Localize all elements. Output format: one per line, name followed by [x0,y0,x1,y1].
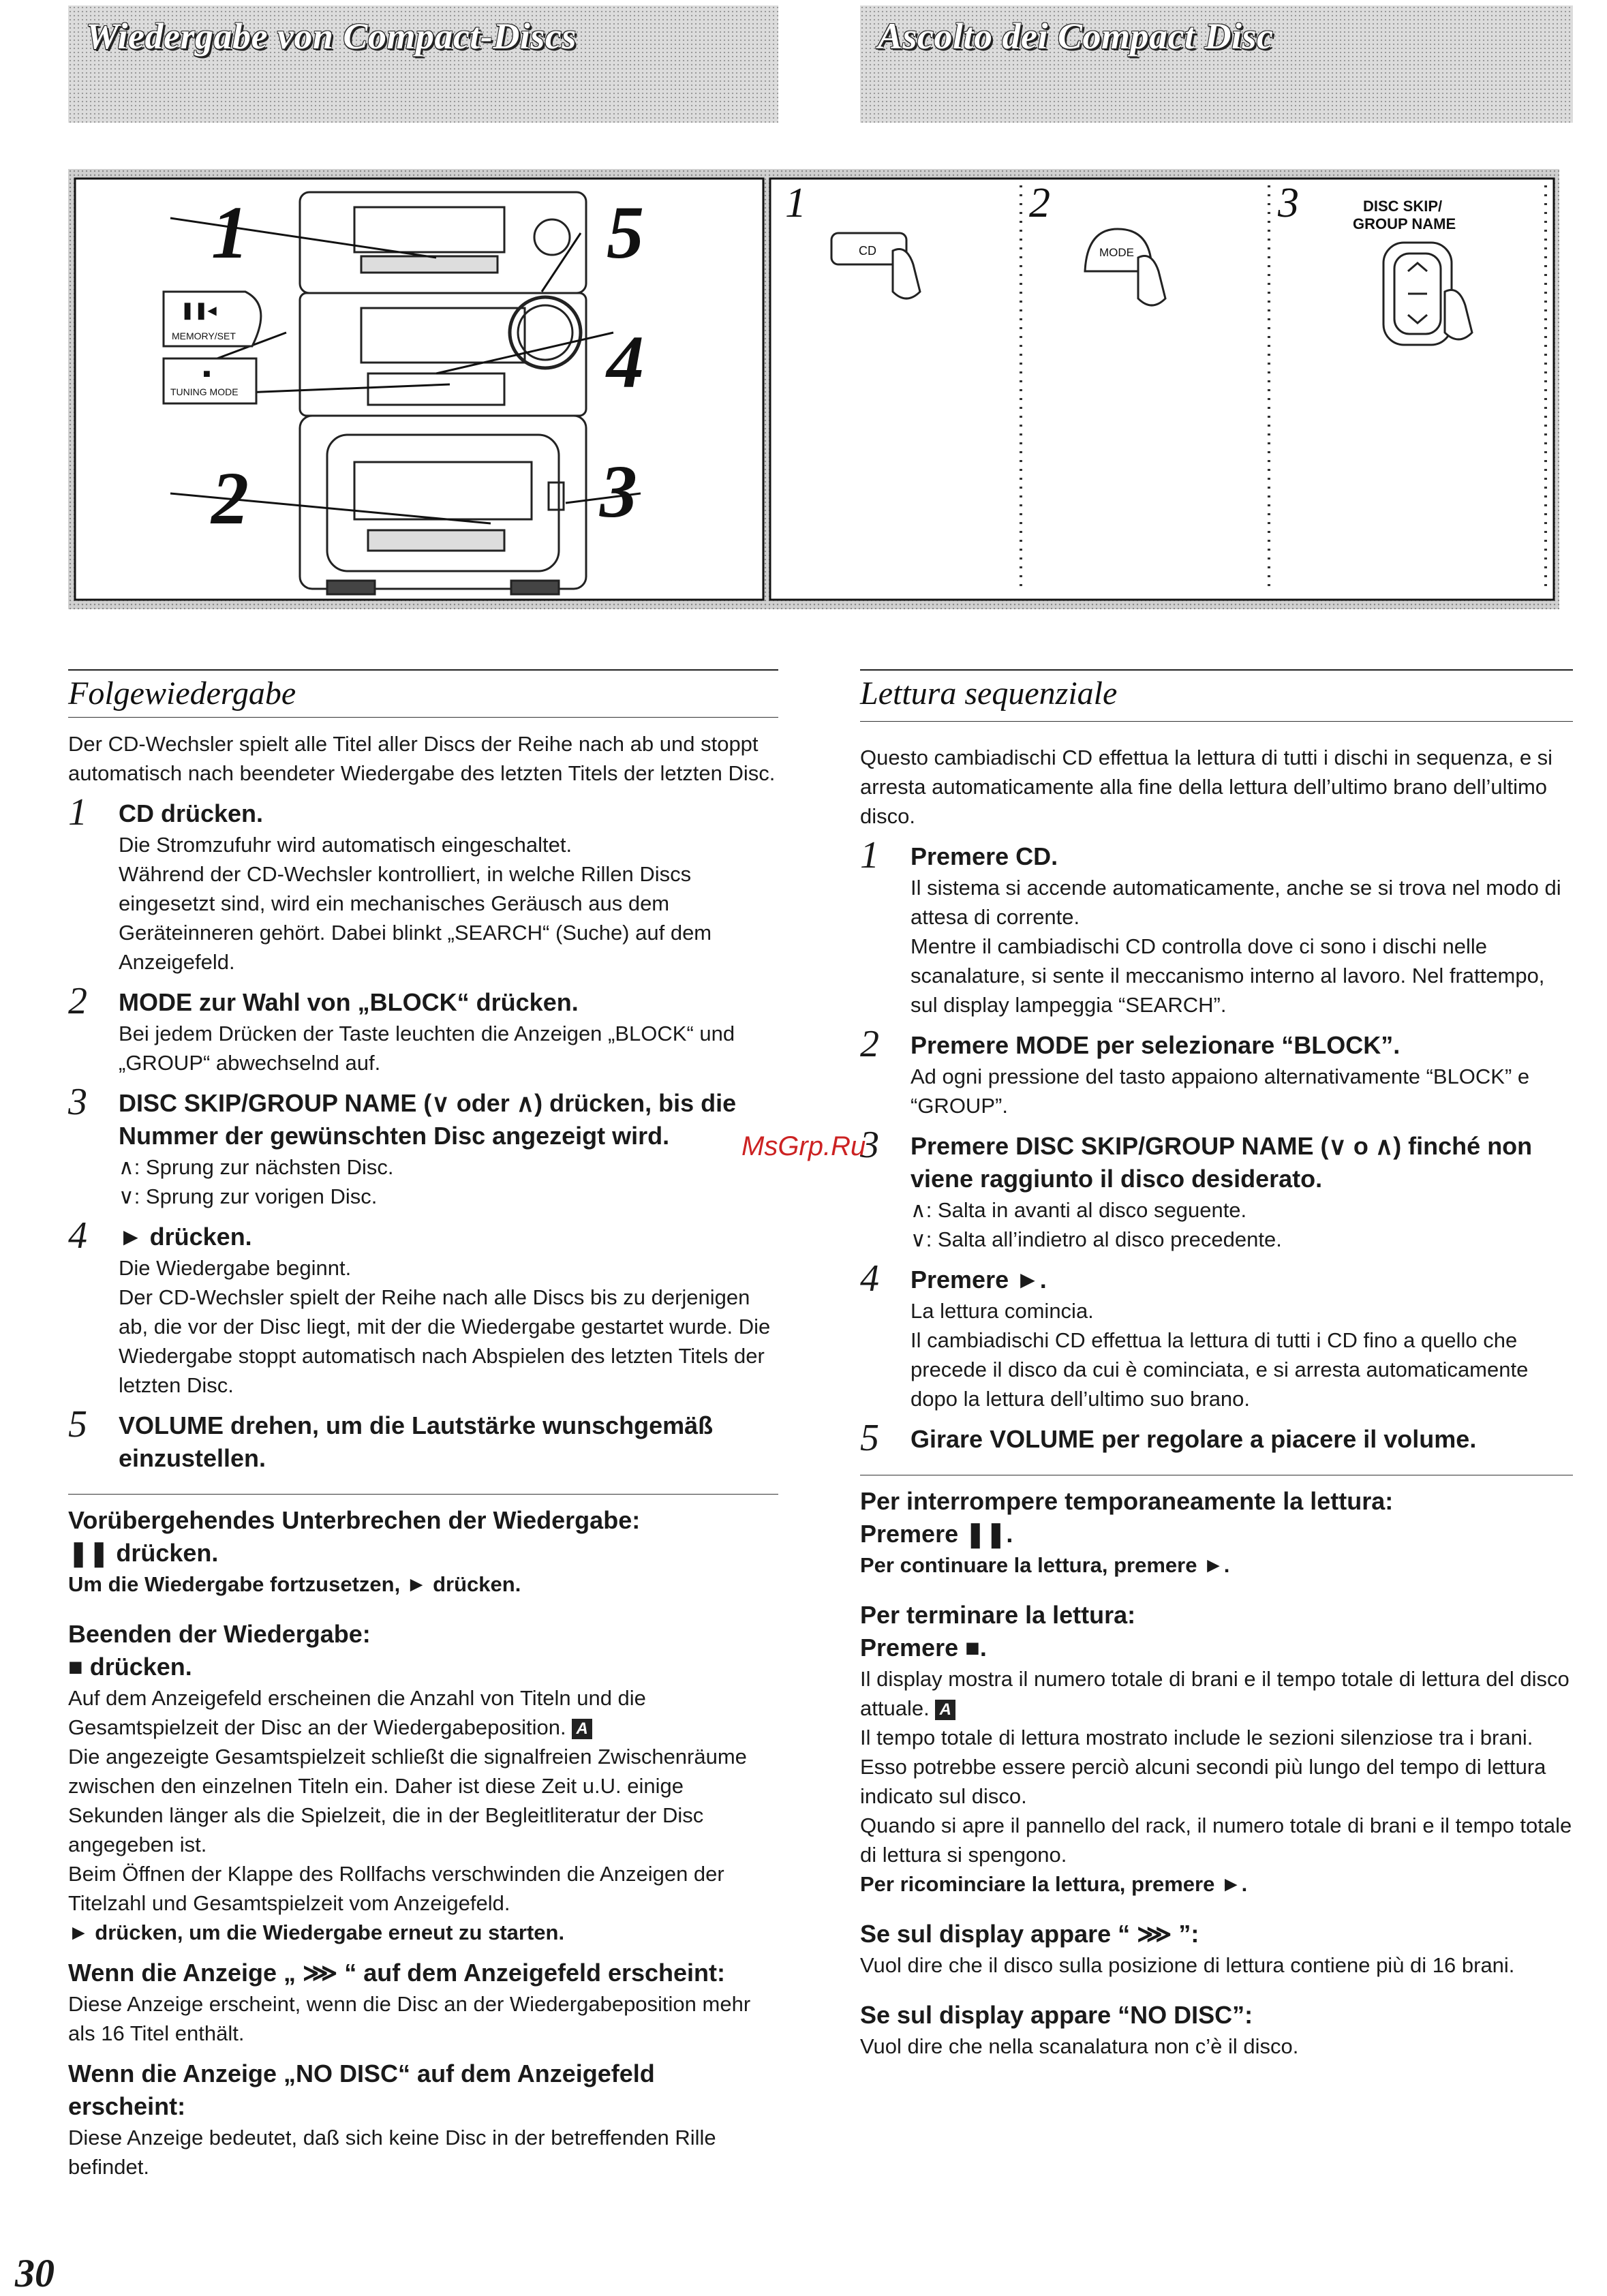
step-body: ∨: Salta all’indietro al disco precedente. [910,1227,1282,1251]
callout-5: 5 [607,191,644,274]
over16-body-it: Vuol dire che il disco sulla posizione di lettura contiene più di 16 brani. [860,1953,1515,1977]
step-body: Il cambiadischi CD effettua la lettura di tutti i CD fino a quello che precede il disco da cui è cominciata, e si arresta automaticamente dopo la lettura dell’ultimo suo brano. [910,1328,1529,1411]
step-head: DISC SKIP/GROUP NAME (∨ oder ∧) drücken, bis die Nummer der gewünschten Disc angezeigt wird. [119,1089,737,1150]
step-number: 3 [68,1081,87,1123]
callout-3: 3 [600,450,637,533]
step-it-4 [860,1257,1573,1413]
step-body: Il sistema si accende automaticamente, anche se si trova nel modo di attesa di corrente. [910,876,1561,929]
mode-button-label: MODE [1099,246,1134,259]
step-de-3 [68,1081,778,1211]
step-head: VOLUME drehen, um die Lautstärke wunschgemäß einzustellen. [119,1411,714,1472]
cd-button-label: CD [859,244,876,258]
panel1-number: 1 [785,180,806,226]
divider [68,669,778,671]
divider [68,1494,778,1495]
step-it-3 [860,1124,1573,1254]
pause-resume-de: Um die Wiedergabe fortzusetzen, ► drücken. [68,1572,521,1596]
header-banner-de [68,5,778,123]
nodisc-title-it: Se sul display appare “NO DISC”: [860,2001,1253,2029]
callout-4: 4 [607,320,644,403]
stop-p3-de: Beim Öffnen der Klappe des Rollfachs verschwinden die Anzeigen der Titelzahl und Gesamtspielzeit vom Anzeigefeld. [68,1862,724,1915]
step-head: Premere DISC SKIP/GROUP NAME (∨ o ∧) finché non viene raggiunto il disco desiderato. [910,1132,1533,1193]
step-it-2 [860,1023,1573,1120]
step-body: ∧: Sprung zur nächsten Disc. [119,1155,394,1179]
intro-it: Questo cambiadischi CD effettua la lettura di tutti i dischi in sequenza, e si arresta automaticamente alla fine della lettura dell’ultimo brano dell’ultimo disco. [860,746,1553,828]
step-number: 2 [860,1023,879,1065]
stop-p2-it: Il tempo totale di lettura mostrato include le sezioni silenziose tra i brani. Esso potrebbe essere perciò alcuni secondi più lungo del tempo di lettura indicato sul disco. [860,1726,1546,1808]
panel2-number: 2 [1029,180,1050,226]
stop-p1-de: Auf dem Anzeigefeld erscheinen die Anzahl von Titeln und die Gesamtspielzeit der Disc an der Wiedergabeposition. [68,1686,646,1739]
step-body: Mentre il cambiadischi CD controlla dove ci sono i dischi nelle scanalature, si sente il meccanismo interno al lavoro. Nel frattempo, sul display lampeggia “SEARCH”. [910,934,1545,1017]
section-title-de: Folgewiedergabe [68,675,296,711]
step-body: Die Wiedergabe beginnt. [119,1256,352,1280]
step-body: Der CD-Wechsler spielt der Reihe nach alle Discs bis zu derjenigen ab, die vor der Disc liegt, mit der die Wiedergabe gestartet wurde. Die Wiedergabe stoppt automatisch nach Abspielen des letzten Titels der letzten Disc. [119,1285,771,1397]
step-number: 5 [68,1403,87,1445]
page-title-it: Ascolto dei Compact Disc [878,16,1274,57]
step-head: CD drücken. [119,799,264,827]
over16-title-it: Se sul display appare “ ⋙ ”: [860,1920,1199,1948]
step-head: Premere ►. [910,1266,1047,1294]
callout-1: 1 [211,191,249,274]
step-number: 5 [860,1417,879,1459]
page-number: 30 [15,2251,55,2295]
step-head: Premere CD. [910,842,1058,870]
pause-title-de: Vorübergehendes Unterbrechen der Wiedergabe: [68,1506,641,1534]
step-number: 4 [860,1257,879,1300]
step-number: 1 [860,834,879,876]
step-body: ∧: Salta in avanti al disco seguente. [910,1198,1247,1222]
watermark: MsGrp.Ru [741,1131,866,1161]
stop-p1-it: Il display mostra il numero totale di brani e il tempo totale di lettura del disco attuale. [860,1667,1570,1720]
stop-title-de: Beenden der Wiedergabe: [68,1620,371,1648]
nodisc-title-de: Wenn die Anzeige „NO DISC“ auf dem Anzeigefeld erscheint: [68,2060,655,2120]
stop-p2-de: Die angezeigte Gesamtspielzeit schließt die signalfreien Zwischenräume zwischen den einzelnen Titeln ein. Daher ist diese Zeit u.U. einige Sekunden länger als die Spielzeit, die in der Begleitliteratur der Disc angegeben ist. [68,1745,747,1856]
pause-resume-it: Per continuare la lettura, premere ►. [860,1553,1230,1577]
divider [860,721,1573,722]
step-head: ► drücken. [119,1223,252,1251]
panel3-number: 3 [1278,180,1299,226]
column-it [860,743,1573,2061]
over16-body-de: Diese Anzeige erscheint, wenn die Disc an der Wiedergabeposition mehr als 16 Titel enthält. [68,1992,751,2045]
svg-text:❚❚◂: ❚❚◂ [181,301,217,320]
stop-p3-it: Quando si apre il pannello del rack, il numero totale di brani e il tempo totale di lettura si spengono. [860,1813,1572,1867]
pause-action-de: ❚❚ drücken. [68,1539,219,1567]
step-de-2 [68,980,778,1077]
over16-title-de: Wenn die Anzeige „ ⋙ “ auf dem Anzeigefeld erscheint: [68,1959,726,1987]
step-body: ∨: Sprung zur vorigen Disc. [119,1184,378,1208]
display-a-icon: A [935,1700,955,1720]
step-de-5 [68,1403,778,1475]
stop-title-it: Per terminare la lettura: [860,1601,1136,1629]
step-number: 2 [68,980,87,1022]
step-body: Die Stromzufuhr wird automatisch eingeschaltet. [119,833,572,857]
svg-text:■: ■ [203,367,211,380]
device-figure [68,169,1559,609]
callout-2: 2 [211,457,249,540]
stop-text-it [860,1664,1573,1723]
display-a-icon: A [572,1719,592,1739]
stop-action-it: Premere ■. [860,1634,987,1662]
nodisc-body-it: Vuol dire che nella scanalatura non c’è il disco. [860,2034,1299,2058]
stop-text-de [68,1683,778,1742]
intro-de: Der CD-Wechsler spielt alle Titel aller Discs der Reihe nach ab und stoppt automatisch nach beendeter Wiedergabe des letzten Titels der letzten Disc. [68,732,776,785]
step-head: MODE zur Wahl von „BLOCK“ drücken. [119,988,579,1016]
step-it-1 [860,834,1573,1020]
memory-set-button [164,292,261,346]
memory-set-label: MEMORY/SET [172,331,236,341]
step-number: 3 [860,1124,879,1166]
page-title-de: Wiedergabe von Compact-Discs [86,16,577,57]
step-body: Ad ogni pressione del tasto appaiono alternativamente “BLOCK” e “GROUP”. [910,1065,1530,1118]
step-de-4 [68,1214,778,1400]
step-number: 4 [68,1214,87,1257]
stop-action-de: ■ drücken. [68,1653,192,1681]
divider [68,717,778,718]
stop-restart-it: Per ricominciare la lettura, premere ►. [860,1872,1248,1896]
pause-action-it: Premere ❚❚. [860,1520,1013,1548]
tuning-mode-label: TUNING MODE [170,386,239,397]
step-number: 1 [68,791,87,833]
column-de [68,729,778,2182]
step-head: Premere MODE per selezionare “BLOCK”. [910,1031,1401,1059]
step-body: Während der CD-Wechsler kontrolliert, in welche Rillen Discs eingesetzt sind, wird ein mechanisches Geräusch aus dem Geräteinneren gehört. Dabei blinkt „SEARCH“ (Suche) auf dem Anzeigefeld. [119,862,712,974]
divider [860,669,1573,671]
panel3-label-2: GROUP NAME [1353,215,1456,232]
step-head: Girare VOLUME per regolare a piacere il volume. [910,1425,1477,1453]
step-de-1 [68,791,778,977]
pause-title-it: Per interrompere temporaneamente la lettura: [860,1487,1394,1515]
nodisc-body-de: Diese Anzeige bedeutet, daß sich keine Disc in der betreffenden Rille befindet. [68,2126,716,2179]
tuning-mode-button [164,358,256,403]
step-body: Bei jedem Drücken der Taste leuchten die Anzeigen „BLOCK“ und „GROUP“ abwechselnd auf. [119,1022,735,1075]
stop-restart-de: ► drücken, um die Wiedergabe erneut zu starten. [68,1920,565,1944]
step-body: La lettura comincia. [910,1299,1094,1323]
panel3-label-1: DISC SKIP/ [1363,198,1443,215]
header-banner-it [860,5,1573,123]
section-title-it: Lettura sequenziale [860,675,1118,711]
step-it-5 [860,1417,1573,1459]
